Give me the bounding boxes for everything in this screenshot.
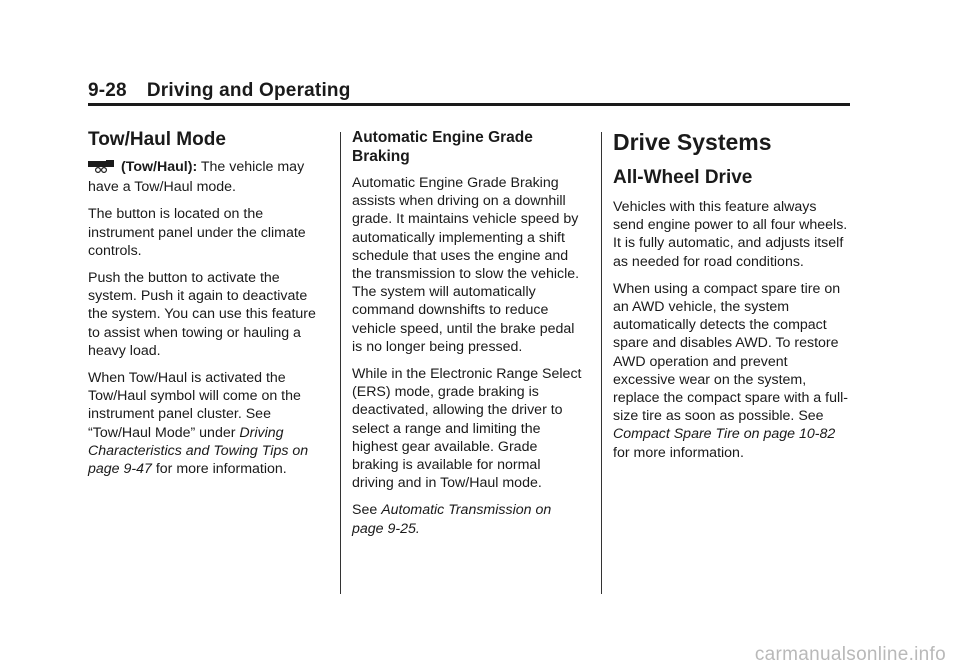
tow-haul-p4-tail: for more information. [151, 461, 287, 478]
driving-characteristics-link[interactable]: Driving Characteristics and Towing Tips on page 9-47 [88, 424, 309, 478]
column-3 [613, 128, 849, 471]
tow-haul-paragraph-3: Push the button to activate the system. Push it again to deactivate the system. You can use this feature to assist when towing or hauling a heavy load. [88, 270, 316, 359]
column-2 [352, 128, 584, 547]
compact-spare-link[interactable]: Compact Spare Tire on page 10-82 [613, 426, 836, 443]
automatic-transmission-link[interactable]: Automatic Transmission on page 9-25. [352, 502, 552, 537]
awd-p2-text: When using a compact spare tire on an AWD vehicle, the system automatically detects the compact spare and disables AWD. To restore AWD operation and prevent excessive wear on the system, replace the compact spare with a full-size tire as soon as possible. See [613, 280, 848, 425]
awd-p2-tail: for more information. [613, 444, 744, 461]
grade-braking-paragraph-2: While in the Electronic Range Select (ERS) mode, grade braking is deactivated, allowing the driver to select a range and limiting the highest gear available. Grade braking is available for normal driving and in Tow/Haul mode. [352, 366, 582, 492]
tow-haul-paragraph-2: The button is located on the instrument panel under the climate controls. [88, 206, 306, 259]
header-rule [88, 103, 850, 106]
chapter-title: Driving and Operating [146, 80, 351, 101]
page-number: 9-28 [88, 80, 127, 101]
all-wheel-drive-heading: All-Wheel Drive [613, 167, 753, 188]
awd-paragraph-2 [613, 280, 849, 462]
tow-haul-paragraph-4 [88, 369, 328, 478]
grade-braking-see: See [352, 502, 382, 519]
tow-haul-icon [88, 160, 118, 178]
grade-braking-paragraph-3 [352, 501, 584, 537]
tow-haul-p4-text: When Tow/Haul is activated the Tow/Haul symbol will come on the instrument panel cluster. See “Tow/Haul Mode” under [88, 370, 301, 441]
column-divider-1 [340, 132, 341, 594]
tow-haul-intro [88, 158, 328, 196]
watermark: carmanualsonline.info [754, 644, 946, 665]
column-1 [88, 128, 328, 487]
grade-braking-paragraph-1: Automatic Engine Grade Braking assists when driving on a downhill grade. It maintains vehicle speed by automatically implementing a shift schedule that uses the engine and the transmission to slow the vehicle. The system will automatically command downshifts to reduce vehicle speed, until the brake pedal is no longer being pressed. [352, 175, 580, 355]
awd-paragraph-1: Vehicles with this feature always send engine power to all four wheels. It is fully automatic, and adjusts itself as needed for road conditions. [613, 199, 848, 270]
tow-haul-intro-text: The vehicle may have a Tow/Haul mode. [88, 159, 305, 196]
column-divider-2 [601, 132, 602, 594]
tow-haul-label: (Tow/Haul): [121, 159, 198, 175]
grade-braking-heading: Automatic Engine Grade Braking [352, 129, 533, 165]
tow-haul-heading: Tow/Haul Mode [88, 129, 226, 150]
page-header [88, 80, 848, 102]
drive-systems-heading: Drive Systems [613, 129, 772, 155]
